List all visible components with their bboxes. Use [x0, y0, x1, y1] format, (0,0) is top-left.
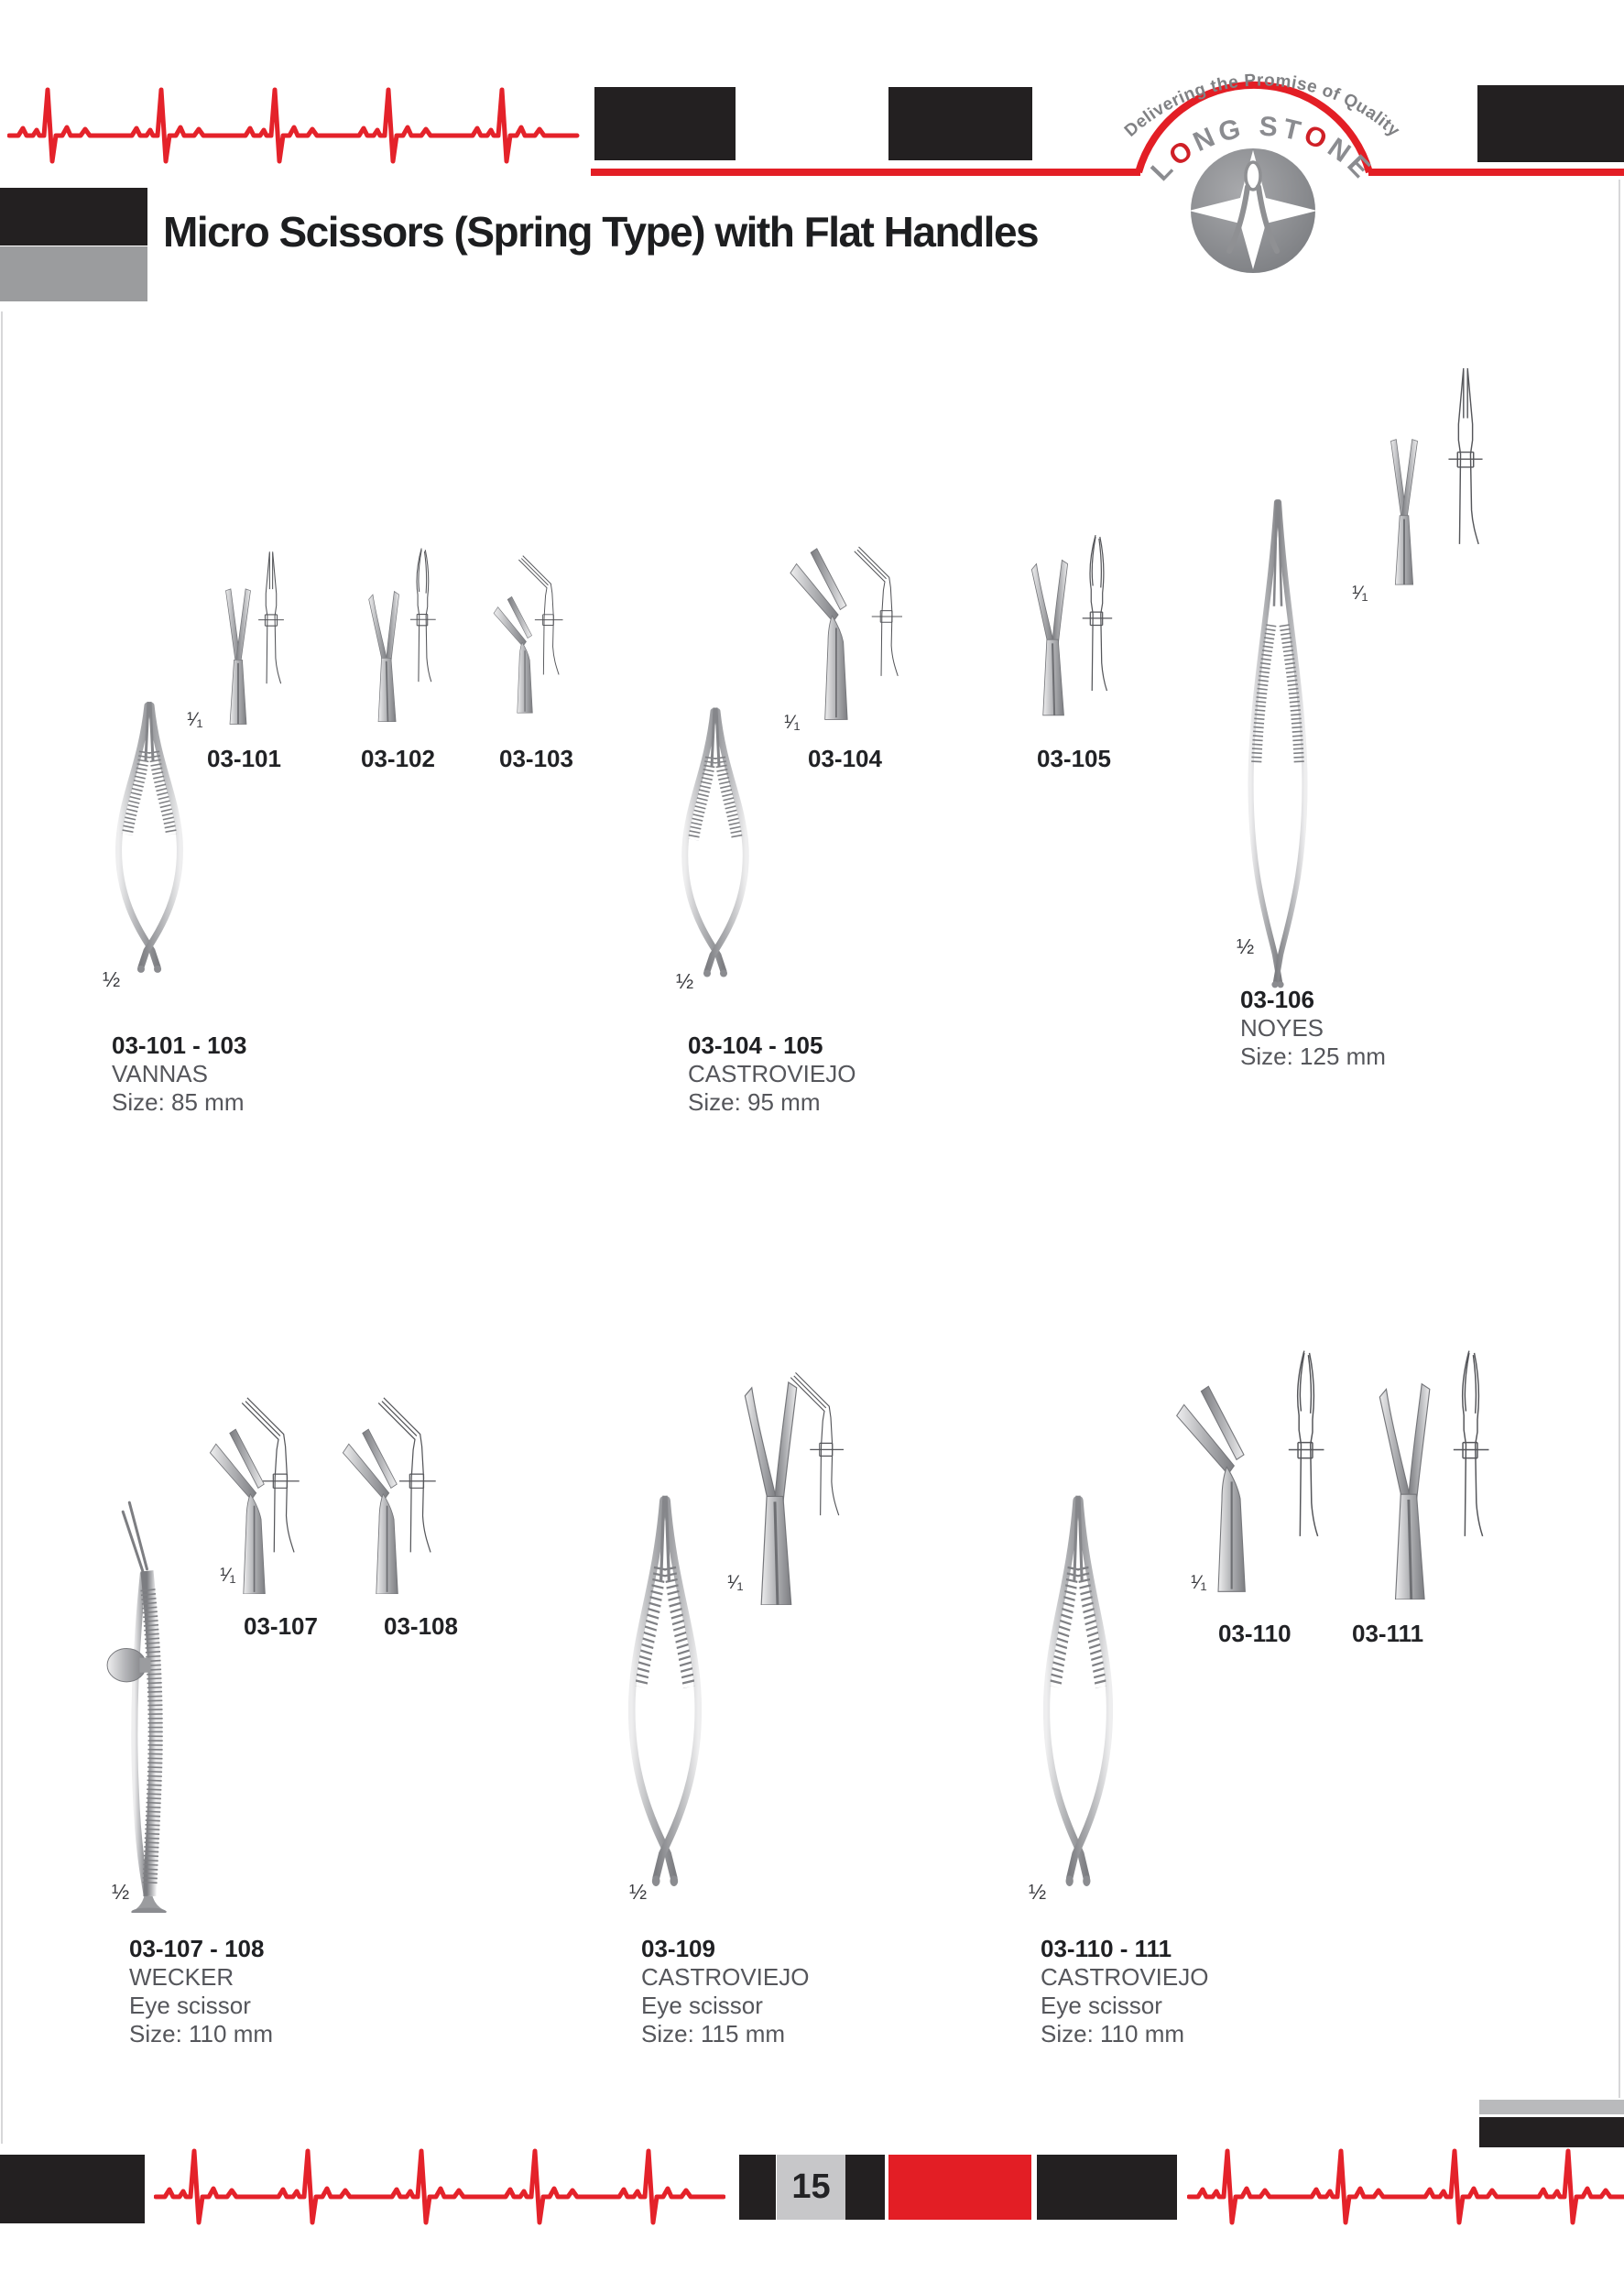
instrument-photo-noyes [1235, 495, 1321, 997]
instrument-photo-wecker [99, 1488, 205, 1913]
product-name: CASTROVIEJO [688, 1060, 856, 1087]
product-info-noyes [1240, 986, 1386, 1071]
footer-gray-block-right [1479, 2100, 1624, 2114]
title-accent-gray-bar [0, 246, 147, 301]
product-info-vannas [112, 1032, 246, 1117]
ecg-heartbeat-top-icon [7, 50, 584, 179]
footer-black-block-right-top [1479, 2117, 1624, 2147]
tip-photo-03-107 [194, 1427, 299, 1594]
product-code-label: 03-103 [499, 745, 573, 772]
product-info-wecker [129, 1935, 273, 2048]
product-info-castroviejo-110 [1041, 1935, 1208, 2048]
product-size: Size: 95 mm [688, 1088, 821, 1116]
scale-label-actual: ¹⁄₁ [1191, 1572, 1207, 1593]
product-type: Eye scissor [129, 1992, 251, 2019]
product-size: Size: 85 mm [112, 1088, 245, 1116]
product-size: Size: 110 mm [129, 2020, 274, 2047]
instrument-photo-castroviejo-110 [1026, 1488, 1130, 1913]
product-code-range: 03-110 - 111 [1041, 1935, 1172, 1962]
scale-label-actual: ¹⁄₁ [187, 709, 203, 730]
instrument-photo-vannas [97, 696, 202, 991]
scale-label-half: ½ [112, 1880, 130, 1904]
product-size: Size: 125 mm [1240, 1043, 1386, 1070]
product-type: Eye scissor [1041, 1992, 1162, 2019]
scale-label-half: ½ [1237, 934, 1255, 958]
footer-black-block-1 [739, 2155, 776, 2220]
product-name: VANNAS [112, 1060, 208, 1087]
product-name: CASTROVIEJO [1041, 1963, 1209, 1991]
footer-red-block [888, 2155, 1031, 2220]
scale-label-half: ½ [1029, 1880, 1047, 1904]
tip-photo-03-103 [488, 575, 550, 733]
tip-schematic-03-110 [1282, 1332, 1328, 1559]
scale-label-actual: ¹⁄₁ [1352, 583, 1368, 604]
product-info-castroviejo-95 [688, 1032, 856, 1117]
product-code-range: 03-107 - 108 [129, 1935, 265, 1962]
logo-brand-name: LONG STONE [1145, 111, 1379, 187]
header-black-block-1 [594, 87, 736, 160]
tip-photo-03-108 [330, 1427, 429, 1594]
product-name: CASTROVIEJO [641, 1963, 810, 1991]
product-code-label: 03-102 [361, 745, 435, 772]
tip-photo-03-102 [361, 577, 409, 731]
scale-label-actual: ¹⁄₁ [727, 1572, 744, 1593]
product-code-label: 03-107 [244, 1612, 318, 1640]
product-code-range: 03-101 - 103 [112, 1032, 247, 1059]
scale-label-half: ½ [103, 967, 121, 991]
page-number: 15 [777, 2155, 845, 2220]
scale-label-half: ½ [629, 1880, 648, 1904]
tip-photo-03-110 [1167, 1376, 1277, 1600]
page-title: Micro Scissors (Spring Type) with Flat Handles [163, 208, 1039, 256]
page-right-edge-line [1619, 180, 1620, 2098]
product-code-range: 03-109 [641, 1935, 715, 1962]
title-accent-black-bar [0, 188, 147, 246]
instrument-photo-castroviejo-115 [610, 1488, 720, 1913]
product-code-label: 03-105 [1037, 745, 1111, 772]
tip-photo-03-104 [782, 522, 874, 744]
product-name: WECKER [129, 1963, 234, 1991]
ecg-heartbeat-bottom-right-icon [1187, 2146, 1624, 2255]
product-type: Eye scissor [641, 1992, 763, 2019]
footer-black-block-2 [845, 2155, 885, 2220]
tip-photo-03-106 [1378, 409, 1431, 610]
tip-photo-03-101 [213, 577, 263, 731]
product-code-label: 03-104 [808, 745, 882, 772]
tip-schematic-03-102 [406, 537, 439, 696]
product-code-label: 03-111 [1352, 1620, 1424, 1647]
footer-black-bar-left [0, 2155, 145, 2223]
product-name: NOYES [1240, 1014, 1324, 1042]
tip-schematic-03-106 [1444, 355, 1488, 559]
product-size: Size: 110 mm [1041, 2020, 1185, 2047]
scale-label-actual: ¹⁄₁ [784, 712, 801, 733]
header-black-block-3 [1477, 85, 1624, 162]
brand-logo [1052, 20, 1473, 278]
product-info-castroviejo-115 [641, 1935, 809, 2048]
tip-photo-03-109 [729, 1374, 815, 1605]
product-code-label: 03-108 [384, 1612, 458, 1640]
tip-photo-03-105 [1022, 528, 1079, 742]
product-code-label: 03-110 [1218, 1620, 1292, 1647]
product-code-label: 03-101 [207, 745, 281, 772]
product-code-range: 03-104 - 105 [688, 1032, 823, 1059]
ecg-heartbeat-bottom-left-icon [154, 2146, 725, 2255]
logo-tagline: Delivering the Promise of Quality [1120, 71, 1404, 141]
tip-photo-03-111 [1357, 1376, 1455, 1600]
product-code-range: 03-106 [1240, 986, 1314, 1013]
page-left-edge-line [1, 311, 3, 2144]
scale-label-half: ½ [676, 969, 694, 993]
footer-black-block-3 [1037, 2155, 1177, 2220]
tip-schematic-03-105 [1077, 515, 1116, 715]
scale-label-actual: ¹⁄₁ [220, 1565, 236, 1586]
product-size: Size: 115 mm [641, 2020, 786, 2047]
instrument-photo-castroviejo-95 [665, 699, 766, 999]
header-black-block-2 [888, 87, 1032, 160]
